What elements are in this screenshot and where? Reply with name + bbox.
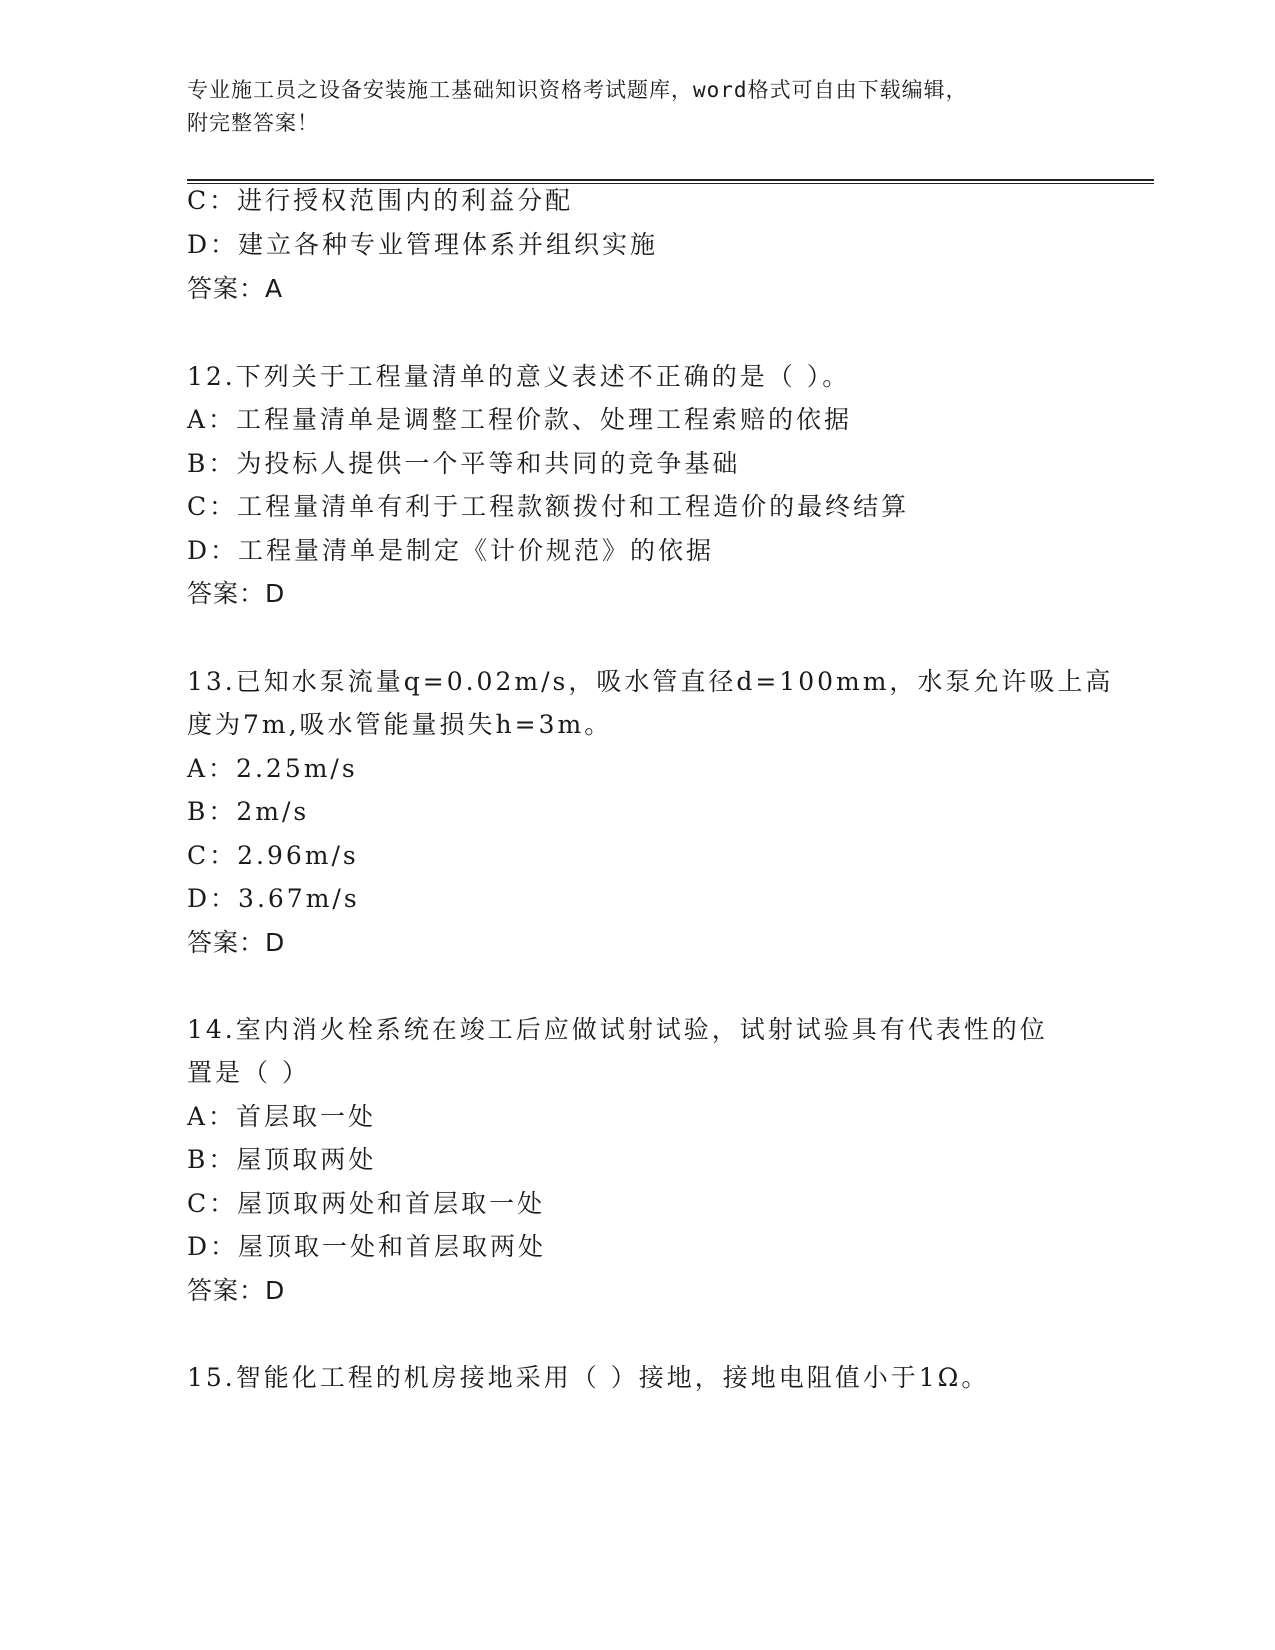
q11-option-c: C：进行授权范围内的利益分配 [187, 186, 574, 215]
q15-stem: 15.智能化工程的机房接地采用（ ）接地，接地电阻值小于1Ω。 [187, 1363, 990, 1392]
q11-answer: 答案：A [187, 274, 284, 303]
q12-option-d: D：工程量清单是制定《计价规范》的依据 [187, 536, 715, 565]
header-divider-thick [187, 179, 1154, 181]
q14-option-b: B：屋顶取两处 [187, 1145, 377, 1174]
header-title-line-2: 附完整答案！ [187, 111, 319, 135]
q14-stem-line-1: 14.室内消火栓系统在竣工后应做试射试验，试射试验具有代表性的位 [187, 1015, 1048, 1044]
q12-option-b: B：为投标人提供一个平等和共同的竞争基础 [187, 449, 741, 478]
q14-answer: 答案：D [187, 1276, 286, 1305]
q12-stem: 12.下列关于工程量清单的意义表述不正确的是（ ）。 [187, 362, 851, 391]
q11-option-d: D：建立各种专业管理体系并组织实施 [187, 230, 659, 259]
q13-option-b: B：2m/s [187, 797, 310, 826]
header-title-line-1: 专业施工员之设备安装施工基础知识资格考试题库，word格式可自由下载编辑， [187, 78, 968, 102]
q13-stem-line-2: 度为7m,吸水管能量损失h=3m。 [187, 710, 613, 739]
q14-option-c: C：屋顶取两处和首层取一处 [187, 1189, 546, 1218]
q13-option-c: C：2.96m/s [187, 841, 359, 870]
document-header [187, 74, 1087, 140]
q13-answer: 答案：D [187, 928, 286, 957]
q14-option-a: A：首层取一处 [187, 1102, 377, 1131]
q14-stem-line-2: 置是（ ） [187, 1058, 310, 1087]
q12-option-c: C：工程量清单有利于工程款额拨付和工程造价的最终结算 [187, 492, 910, 521]
q13-option-a: A：2.25m/s [187, 754, 358, 783]
header-divider-thin [187, 183, 1154, 184]
q13-stem-line-1: 13.已知水泵流量q=0.02m/s，吸水管直径d=100mm，水泵允许吸上高 [187, 667, 1114, 696]
q13-option-d: D：3.67m/s [187, 884, 360, 913]
q14-option-d: D：屋顶取一处和首层取两处 [187, 1232, 547, 1261]
q12-answer: 答案：D [187, 579, 286, 608]
q12-option-a: A：工程量清单是调整工程价款、处理工程索赔的依据 [187, 405, 853, 434]
